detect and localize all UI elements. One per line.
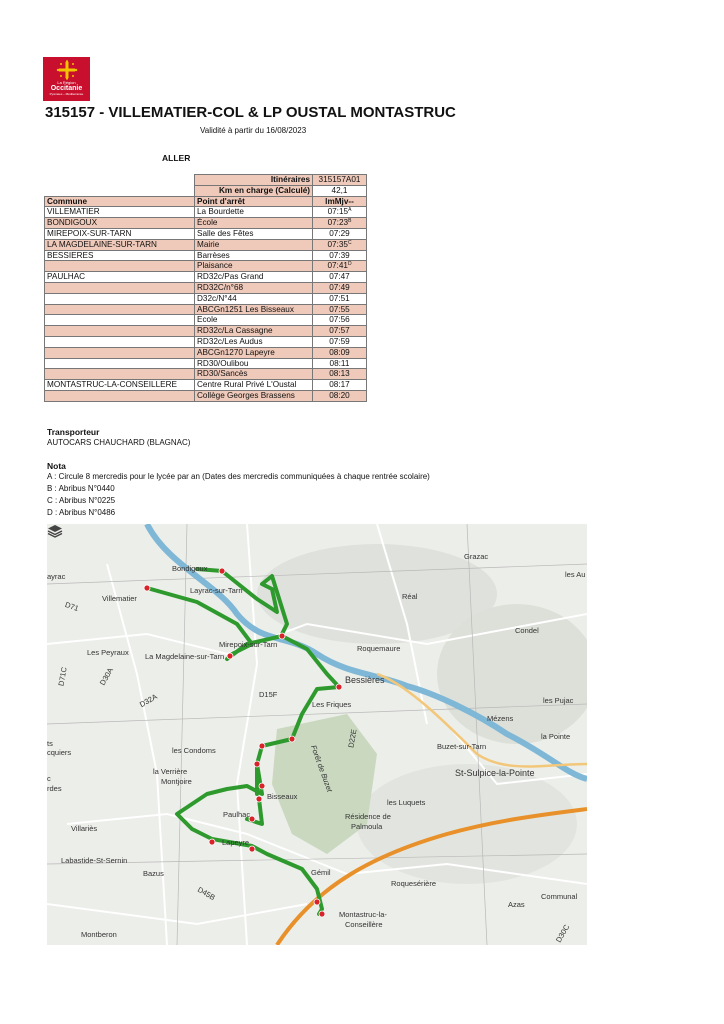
commune-cell: PAULHAC [45, 272, 195, 283]
commune-cell: LA MAGDELAINE-SUR-TARN [45, 239, 195, 250]
stop-marker[interactable] [256, 796, 262, 802]
table-row [45, 218, 367, 229]
stop-cell: RD30/Oulibou [195, 358, 313, 369]
time-cell [313, 336, 367, 347]
table-row [45, 369, 367, 380]
stop-cell: RD32C/n°68 [195, 282, 313, 293]
time-cell [313, 239, 367, 250]
time-cell [313, 315, 367, 326]
time-value: 07:35 [327, 239, 348, 249]
route-map[interactable] [47, 524, 587, 945]
commune-cell [45, 293, 195, 304]
stop-cell: Barrèses [195, 250, 313, 261]
itineraires-value: 315157A01 [313, 175, 367, 186]
note-marker: C [347, 239, 352, 246]
stop-cell: ABCGn1251 Les Bisseaux [195, 304, 313, 315]
map-label-bessieres: Bessières [345, 675, 385, 685]
map-label-conseillere: Conseillère [345, 920, 383, 929]
nota-line-c: C : Abribus N°0225 [47, 496, 116, 505]
table-row [45, 380, 367, 391]
time-cell [313, 358, 367, 369]
note-marker: D [347, 261, 352, 268]
header-days: lmMjv-- [313, 196, 367, 207]
time-cell [313, 369, 367, 380]
stop-cell: Plaisance [195, 261, 313, 272]
logo-line-2: Occitanie [50, 85, 83, 92]
table-row [45, 228, 367, 239]
note-marker: B [348, 218, 352, 225]
map-label-lapeyre: Lapeyre [222, 838, 250, 847]
stop-marker[interactable] [289, 736, 295, 742]
commune-cell [45, 282, 195, 293]
map-label-d71: D71 [63, 599, 80, 614]
layers-icon[interactable] [47, 524, 63, 538]
map-label-paulhac: Paulhac [223, 810, 251, 819]
map-label-villematier: Villematier [102, 594, 137, 603]
stop-cell: Collège Georges Brassens [195, 390, 313, 401]
stop-cell: D32c/N°44 [195, 293, 313, 304]
commune-cell [45, 326, 195, 337]
map-label-d30c: D30C [553, 922, 572, 945]
stop-marker[interactable] [254, 761, 260, 767]
time-value: 08:11 [329, 358, 350, 368]
time-cell [313, 207, 367, 218]
nota-line-d: D : Abribus N°0486 [47, 508, 116, 517]
map-label-montberon: Montberon [81, 930, 117, 939]
map-label-d15f: D15F [259, 690, 278, 699]
header-commune: Commune [45, 196, 195, 207]
commune-cell [45, 315, 195, 326]
itineraires-row [45, 175, 367, 186]
time-cell [313, 304, 367, 315]
stop-marker[interactable] [259, 743, 265, 749]
time-cell [313, 282, 367, 293]
map-label-lespeyraux: Les Peyraux [87, 648, 129, 657]
map-label-d22e: D22E [346, 728, 359, 749]
time-value: 07:29 [329, 228, 350, 238]
stop-cell: ABCGn1270 Lapeyre [195, 347, 313, 358]
map-label-forest: Forêt de Buzet [308, 743, 335, 794]
header-stop: Point d'arrêt [195, 196, 313, 207]
map-label-lespujac: les Pujac [543, 696, 574, 705]
map-label-mirepoix: Mirepoix-sur-Tarn [219, 640, 278, 649]
page-title: 315157 - VILLEMATIER-COL & LP OUSTAL MONTASTRUC [45, 104, 456, 121]
stop-marker[interactable] [319, 911, 325, 917]
time-value: 07:57 [329, 326, 350, 336]
map-label-buzet: Buzet-sur-Tarn [437, 742, 487, 751]
km-value: 42,1 [313, 185, 367, 196]
stop-cell: RD32c/Pas Grand [195, 272, 313, 283]
map-label-d71c: D71C [56, 666, 69, 687]
time-value: 07:39 [329, 250, 350, 260]
table-row [45, 272, 367, 283]
time-value: 07:51 [329, 293, 350, 303]
table-row [45, 261, 367, 272]
map-label-lescondoms: les Condoms [172, 746, 216, 755]
commune-cell: MIREPOIX-SUR-TARN [45, 228, 195, 239]
stop-marker[interactable] [336, 684, 342, 690]
map-label-labastide: Labastide-St-Sernin [61, 856, 128, 865]
commune-cell [45, 358, 195, 369]
map-label-villaries: Villariès [71, 824, 98, 833]
stop-cell: Salle des Fêtes [195, 228, 313, 239]
map-label-lesluquets: les Luquets [387, 798, 426, 807]
stop-cell: La Bourdette [195, 207, 313, 218]
stop-cell: École [195, 218, 313, 229]
map-label-gemil: Gémil [311, 868, 331, 877]
map-label-palmoula: Palmoula [351, 822, 383, 831]
time-cell [313, 218, 367, 229]
map-label-azas: Azas [508, 900, 525, 909]
commune-cell [45, 336, 195, 347]
time-cell [313, 228, 367, 239]
map-label-ts: ts [47, 739, 53, 748]
stop-cell: RD32c/La Cassagne [195, 326, 313, 337]
table-row [45, 390, 367, 401]
map-drawing [47, 524, 587, 945]
map-label-magdelaine: La Magdelaine-sur-Tarn [145, 652, 225, 661]
stop-cell: RD30/Sancès [195, 369, 313, 380]
map-label-montastruc: Montastruc-la- [339, 910, 387, 919]
table-row [45, 315, 367, 326]
map-label-condel: Condel [515, 626, 539, 635]
time-value: 08:13 [329, 369, 350, 379]
map-label-layrac: Layrac-sur-Tarn [190, 586, 243, 595]
table-row [45, 207, 367, 218]
table-row [45, 358, 367, 369]
nota-label: Nota [47, 461, 66, 471]
commune-cell [45, 369, 195, 380]
table-row [45, 282, 367, 293]
map-label-cquiers: cquiers [47, 748, 72, 757]
map-label-ayrac: ayrac [47, 572, 66, 581]
km-row [45, 185, 367, 196]
stop-marker[interactable] [219, 568, 225, 574]
region-occitanie-logo [43, 57, 90, 101]
time-value: 07:49 [329, 282, 350, 292]
map-label-d45b: D45B [196, 884, 217, 903]
map-label-mezens: Mézens [487, 714, 514, 723]
map-label-lesau: les Au [565, 570, 586, 579]
commune-cell [45, 390, 195, 401]
stop-marker[interactable] [249, 846, 255, 852]
stop-cell: Centre Rural Privé L'Oustal [195, 380, 313, 391]
map-label-grazac: Grazac [464, 552, 489, 561]
map-label-d32a: D32A [138, 691, 159, 710]
commune-cell [45, 347, 195, 358]
table-row [45, 250, 367, 261]
time-cell [313, 347, 367, 358]
map-label-c: c [47, 774, 51, 783]
time-value: 07:15 [327, 207, 349, 217]
validity-date: Validité à partir du 16/08/2023 [200, 126, 307, 135]
logo-line-3: Pyrénées – Méditerranée [49, 92, 84, 96]
time-cell [313, 293, 367, 304]
commune-cell: MONTASTRUC-LA-CONSEILLERE [45, 380, 195, 391]
occitan-cross-icon [56, 60, 78, 80]
map-label-bondigoux: Bondigoux [172, 564, 208, 573]
commune-cell: VILLEMATIER [45, 207, 195, 218]
table-row [45, 326, 367, 337]
table-header-row [45, 196, 367, 207]
stop-marker[interactable] [227, 653, 233, 659]
map-label-bazus: Bazus [143, 869, 164, 878]
time-value: 08:20 [329, 390, 350, 400]
time-cell [313, 261, 367, 272]
stop-cell: Ecole [195, 315, 313, 326]
stop-cell: RD32c/Les Audus [195, 336, 313, 347]
time-value: 08:09 [329, 347, 350, 357]
map-label-lapointe: la Pointe [541, 732, 571, 741]
time-cell [313, 380, 367, 391]
map-label-rdes: rdes [47, 784, 62, 793]
logo-line-1: La Région [57, 80, 76, 85]
time-value: 07:56 [329, 315, 350, 325]
stop-marker[interactable] [209, 839, 215, 845]
time-value: 07:23 [327, 218, 349, 228]
time-value: 08:17 [329, 380, 350, 390]
stop-marker[interactable] [279, 633, 285, 639]
time-value: 07:41 [327, 261, 348, 271]
time-value: 07:55 [329, 304, 350, 314]
map-label-real: Réal [402, 592, 418, 601]
table-row [45, 239, 367, 250]
table-row [45, 293, 367, 304]
commune-cell [45, 261, 195, 272]
direction-label: ALLER [162, 153, 191, 163]
table-row [45, 304, 367, 315]
stop-cell: Mairie [195, 239, 313, 250]
map-label-bisseaux: Bisseaux [267, 792, 298, 801]
table-row [45, 347, 367, 358]
schedule-table [44, 174, 367, 402]
map-label-lesfriques: Les Friques [312, 700, 352, 709]
transporteur-label: Transporteur [47, 427, 100, 437]
nota-line-a: A : Circule 8 mercredis pour le lycée par an (Dates des mercredis communiquées à chaque rentrée scolaire) [47, 472, 430, 481]
stop-marker[interactable] [259, 783, 265, 789]
time-value: 07:59 [329, 336, 350, 346]
map-label-d30a: D30A [97, 666, 115, 687]
map-label-laverriere: la Verrière [153, 767, 188, 776]
nota-line-b: B : Abribus N°0440 [47, 484, 115, 493]
stop-marker[interactable] [314, 899, 320, 905]
time-cell [313, 272, 367, 283]
itineraires-label: Itinéraires [195, 175, 313, 186]
stop-marker[interactable] [144, 585, 150, 591]
commune-cell: BESSIERES [45, 250, 195, 261]
km-label: Km en charge (Calculé) [195, 185, 313, 196]
map-label-residence: Résidence de [345, 812, 391, 821]
note-marker: A [348, 207, 352, 214]
map-label-roquemaure: Roquemaure [357, 644, 401, 653]
map-label-communal: Communal [541, 892, 578, 901]
time-cell [313, 326, 367, 337]
table-row [45, 336, 367, 347]
commune-cell: BONDIGOUX [45, 218, 195, 229]
map-label-roqueseriere: Roquesérière [391, 879, 437, 888]
time-value: 07:47 [329, 272, 350, 282]
time-cell [313, 250, 367, 261]
commune-cell [45, 304, 195, 315]
time-cell [313, 390, 367, 401]
transporteur-value: AUTOCARS CHAUCHARD (BLAGNAC) [47, 438, 191, 447]
map-label-montjoire: Montjoire [161, 777, 192, 786]
map-label-stsulpice: St-Sulpice-la-Pointe [455, 768, 535, 778]
